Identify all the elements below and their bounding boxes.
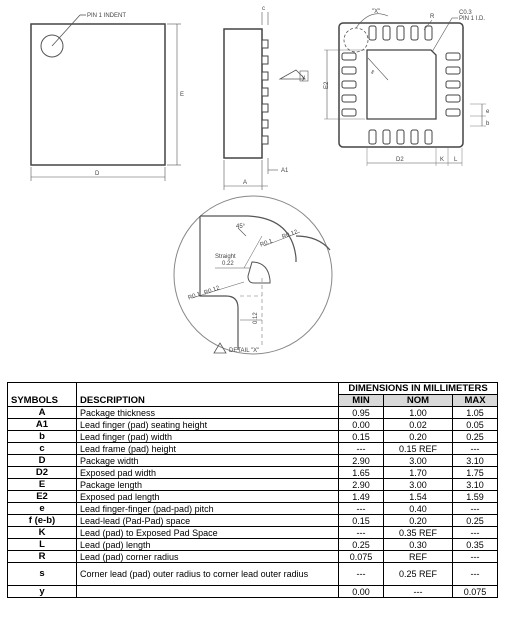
nom-cell: 3.00	[384, 455, 453, 467]
side-view	[224, 12, 308, 190]
detail-r1: R0.1	[259, 238, 274, 249]
detail-x-circle	[344, 28, 368, 52]
lead-pad	[446, 109, 460, 116]
dim-s-label: s	[368, 69, 376, 76]
min-cell: ---	[339, 563, 384, 586]
min-cell: ---	[339, 527, 384, 539]
top-view	[31, 15, 181, 181]
table-row	[8, 586, 498, 598]
table-row	[8, 551, 498, 563]
lead-pad	[446, 53, 460, 60]
lead-pad	[425, 130, 432, 144]
dim-y-label: y	[302, 75, 305, 81]
bottom-view	[324, 14, 486, 166]
min-cell: ---	[339, 443, 384, 455]
nom-cell: 0.30	[384, 539, 453, 551]
lead-pad	[342, 67, 356, 74]
detail-022: 0.22	[222, 261, 234, 267]
lead-pad	[383, 130, 390, 144]
lead-pad	[446, 67, 460, 74]
detail-x-ref: "X"	[372, 9, 381, 15]
dimensions-table-body	[8, 407, 498, 598]
side-lead	[262, 120, 268, 128]
nom-cell: 0.35 REF	[384, 527, 453, 539]
symbol-cell: E	[8, 479, 77, 491]
nom-cell: ---	[384, 586, 453, 598]
symbol-cell: L	[8, 539, 77, 551]
table-row	[8, 563, 498, 586]
lead-pad	[342, 53, 356, 60]
table-row	[8, 431, 498, 443]
dimensions-table	[7, 382, 498, 598]
symbol-cell: b	[8, 431, 77, 443]
detail-012: 0.12	[253, 312, 259, 324]
min-cell: 0.25	[339, 539, 384, 551]
max-cell: 0.05	[453, 419, 498, 431]
table-row	[8, 419, 498, 431]
dim-d2-label: D2	[396, 157, 404, 163]
nom-cell: REF	[384, 551, 453, 563]
lead-pad	[342, 81, 356, 88]
table-row	[8, 539, 498, 551]
dim-r-label: R	[430, 14, 435, 20]
symbol-cell: y	[8, 586, 77, 598]
side-lead	[262, 72, 268, 80]
description-cell: Package width	[77, 455, 339, 467]
symbol-cell: f (e-b)	[8, 515, 77, 527]
symbol-cell: E2	[8, 491, 77, 503]
dim-k-label: K	[440, 157, 445, 163]
pin1-id-line2: PIN 1 I.D.	[459, 16, 486, 22]
description-cell: Lead (pad) to Exposed Pad Space	[77, 527, 339, 539]
dim-e-label: E	[180, 92, 185, 98]
max-cell: 0.075	[453, 586, 498, 598]
lead-pad	[397, 130, 404, 144]
nom-cell: 3.00	[384, 479, 453, 491]
lead-pad	[383, 26, 390, 40]
min-cell: 0.00	[339, 586, 384, 598]
min-cell: 0.15	[339, 515, 384, 527]
header-min: MIN	[339, 395, 384, 407]
lead-pad	[411, 130, 418, 144]
symbol-cell: c	[8, 443, 77, 455]
max-cell: 0.25	[453, 515, 498, 527]
description-cell: Corner lead (pad) outer radius to corner lead outer radius	[77, 563, 339, 586]
lead-pad	[446, 81, 460, 88]
lead-pad	[397, 26, 404, 40]
table-row	[8, 443, 498, 455]
min-cell: 2.90	[339, 455, 384, 467]
header-dimensions: DIMENSIONS IN MILLIMETERS	[339, 383, 498, 395]
symbol-cell: A	[8, 407, 77, 419]
table-row	[8, 407, 498, 419]
min-cell: ---	[339, 503, 384, 515]
pin1-indent-label: PIN 1 INDENT	[87, 13, 127, 19]
symbol-cell: R	[8, 551, 77, 563]
table-row	[8, 467, 498, 479]
side-lead	[262, 136, 268, 144]
min-cell: 0.075	[339, 551, 384, 563]
min-cell: 1.65	[339, 467, 384, 479]
nom-cell: 1.54	[384, 491, 453, 503]
min-cell: 0.00	[339, 419, 384, 431]
min-cell: 0.95	[339, 407, 384, 419]
dim-e2-label: E2	[324, 81, 330, 89]
table-row	[8, 479, 498, 491]
nom-cell: 0.20	[384, 431, 453, 443]
table-row	[8, 455, 498, 467]
nom-cell: 0.20	[384, 515, 453, 527]
description-cell: Lead frame (pad) height	[77, 443, 339, 455]
nom-cell: 1.00	[384, 407, 453, 419]
dim-d-label: D	[95, 171, 100, 177]
description-cell: Lead (pad) length	[77, 539, 339, 551]
lead-pad	[425, 26, 432, 40]
symbol-cell: D	[8, 455, 77, 467]
lead-pad	[342, 109, 356, 116]
detail-r2: R0.12	[281, 229, 299, 241]
dim-a-label: A	[243, 180, 248, 186]
symbol-cell: D2	[8, 467, 77, 479]
detail-straight: Straight	[215, 254, 236, 260]
symbol-cell: K	[8, 527, 77, 539]
detail-r4: R0.12	[203, 285, 221, 297]
description-cell: Lead-lead (Pad-Pad) space	[77, 515, 339, 527]
pin1-id-line1: C0.3	[459, 10, 472, 16]
table-row	[8, 503, 498, 515]
description-cell: Lead finger (pad) seating height	[77, 419, 339, 431]
symbol-cell: s	[8, 563, 77, 586]
min-cell: 1.49	[339, 491, 384, 503]
side-lead	[262, 40, 268, 48]
min-cell: 2.90	[339, 479, 384, 491]
description-cell: Lead finger (pad) width	[77, 431, 339, 443]
max-cell: ---	[453, 527, 498, 539]
description-cell: Exposed pad length	[77, 491, 339, 503]
lead-pad	[369, 130, 376, 144]
symbol-cell: e	[8, 503, 77, 515]
description-cell	[77, 586, 339, 598]
side-lead	[262, 104, 268, 112]
header-nom: NOM	[384, 395, 453, 407]
description-cell: Package length	[77, 479, 339, 491]
max-cell: 1.59	[453, 491, 498, 503]
dim-e-pitch-label: e	[486, 109, 490, 115]
lead-pad	[342, 95, 356, 102]
max-cell: 3.10	[453, 455, 498, 467]
header-max: MAX	[453, 395, 498, 407]
max-cell: 3.10	[453, 479, 498, 491]
table-row	[8, 515, 498, 527]
detail-caption: DETAIL "X"	[229, 348, 260, 354]
max-cell: ---	[453, 503, 498, 515]
description-cell: Package thickness	[77, 407, 339, 419]
side-lead	[262, 56, 268, 64]
dim-c-label: c	[262, 6, 265, 12]
header-symbols: SYMBOLS	[8, 383, 77, 407]
table-row	[8, 527, 498, 539]
detail-r3: R0.1	[187, 291, 202, 302]
max-cell: ---	[453, 563, 498, 586]
detail-angle: 45°	[236, 224, 246, 230]
lead-pad	[446, 95, 460, 102]
side-lead	[262, 88, 268, 96]
max-cell: ---	[453, 551, 498, 563]
min-cell: 0.15	[339, 431, 384, 443]
description-cell: Lead (pad) corner radius	[77, 551, 339, 563]
detail-x-view	[174, 196, 332, 354]
description-cell: Exposed pad width	[77, 467, 339, 479]
exposed-pad	[367, 50, 436, 119]
dim-b-label: b	[486, 121, 490, 127]
nom-cell: 0.40	[384, 503, 453, 515]
max-cell: 1.75	[453, 467, 498, 479]
table-row	[8, 491, 498, 503]
header-description: DESCRIPTION	[77, 383, 339, 407]
nom-cell: 0.02	[384, 419, 453, 431]
dim-a1-label: A1	[281, 168, 289, 174]
nom-cell: 0.15 REF	[384, 443, 453, 455]
max-cell: ---	[453, 443, 498, 455]
nom-cell: 0.25 REF	[384, 563, 453, 586]
lead-pad	[369, 26, 376, 40]
lead-pad	[411, 26, 418, 40]
symbol-cell: A1	[8, 419, 77, 431]
max-cell: 0.35	[453, 539, 498, 551]
nom-cell: 1.70	[384, 467, 453, 479]
dim-l-label: L	[454, 157, 458, 163]
description-cell: Lead finger-finger (pad-pad) pitch	[77, 503, 339, 515]
max-cell: 0.25	[453, 431, 498, 443]
max-cell: 1.05	[453, 407, 498, 419]
